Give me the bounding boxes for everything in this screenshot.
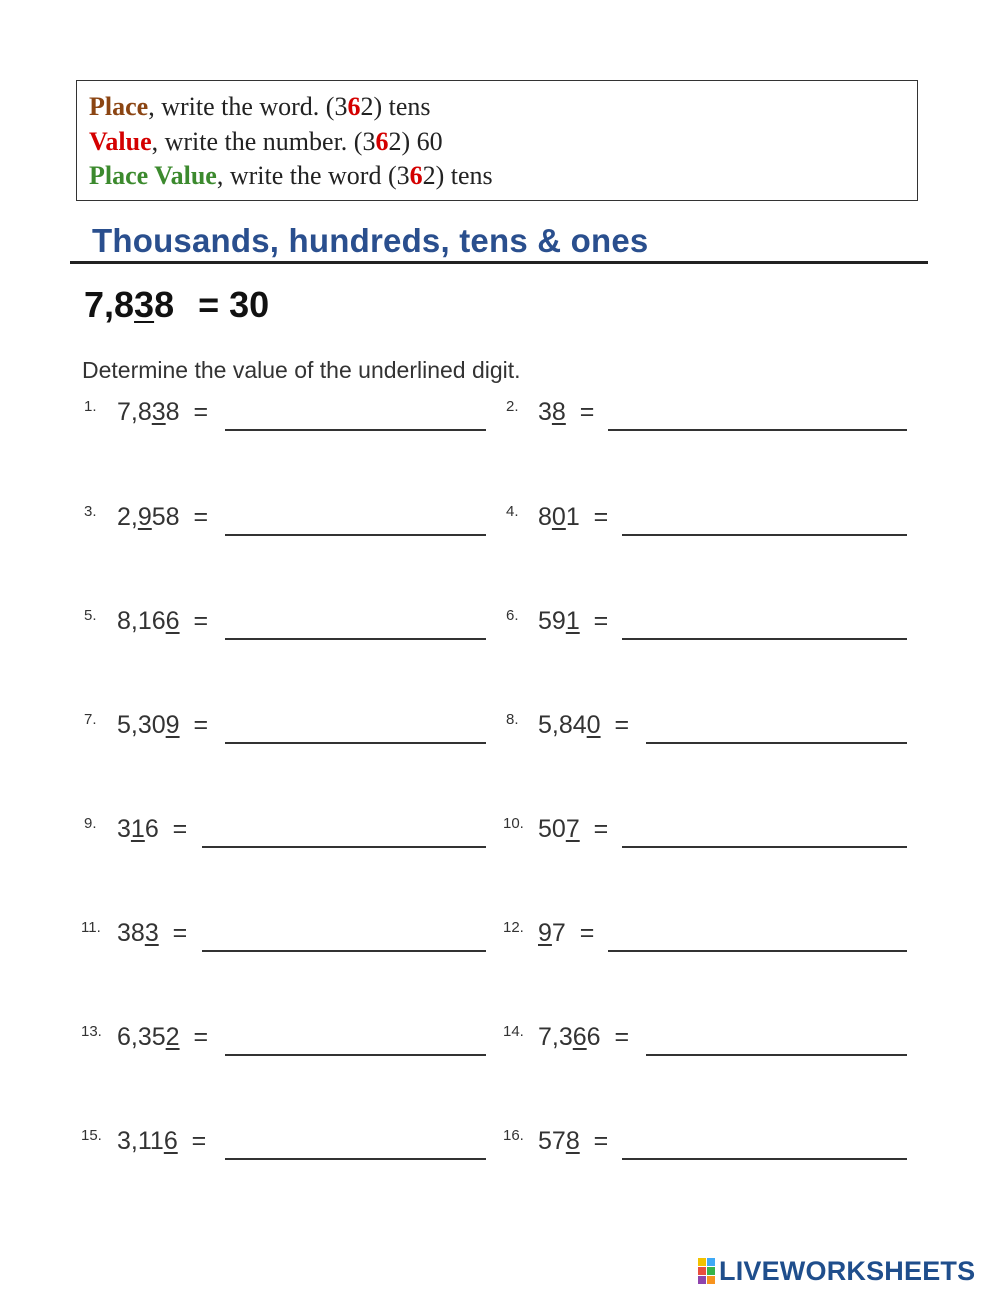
problem-item bbox=[0, 919, 1000, 959]
problem-expression bbox=[538, 398, 594, 427]
number-part: 59 bbox=[538, 607, 566, 635]
underlined-digit: 6 bbox=[165, 607, 180, 635]
answer-blank[interactable] bbox=[622, 534, 907, 536]
number-part: 38 bbox=[117, 919, 145, 947]
problem-number: 4. bbox=[506, 503, 519, 520]
number-part: 7,8 bbox=[117, 398, 152, 426]
problem-number: 8. bbox=[506, 711, 519, 728]
answer-blank[interactable] bbox=[622, 638, 907, 640]
rule-place-value bbox=[89, 159, 905, 194]
section-heading: Thousands, hundreds, tens & ones bbox=[92, 222, 649, 259]
example-underlined-digit: 3 bbox=[134, 284, 155, 325]
problem-expression bbox=[538, 711, 629, 740]
problem-number: 7. bbox=[84, 711, 97, 728]
answer-blank[interactable] bbox=[608, 429, 907, 431]
underlined-digit: 3 bbox=[144, 919, 159, 947]
rule-text: 2) 60 bbox=[388, 126, 443, 156]
liveworksheets-logo-icon bbox=[698, 1258, 715, 1284]
equals-sign: = bbox=[172, 815, 188, 843]
number-part: 2, bbox=[117, 503, 138, 531]
problem-number: 2. bbox=[506, 398, 519, 415]
rule-place bbox=[89, 90, 905, 125]
equals-sign: = bbox=[593, 815, 609, 843]
rule-term: Place bbox=[89, 92, 149, 121]
number-part: 8 bbox=[538, 503, 552, 531]
logo-tile bbox=[698, 1258, 706, 1266]
worked-example bbox=[84, 284, 269, 326]
logo-tile bbox=[698, 1276, 706, 1284]
number-part: 7 bbox=[551, 919, 566, 947]
equals-sign: = bbox=[614, 1023, 630, 1051]
problem-number: 12. bbox=[503, 919, 524, 936]
equals-sign: = bbox=[193, 607, 209, 635]
underlined-digit: 9 bbox=[137, 503, 152, 531]
number-part: 7,3 bbox=[538, 1023, 573, 1051]
rule-value bbox=[89, 125, 905, 160]
underlined-digit: 8 bbox=[565, 1127, 580, 1155]
equals-sign: = bbox=[193, 503, 209, 531]
problem-number: 10. bbox=[503, 815, 524, 832]
problem-item bbox=[0, 503, 1000, 543]
logo-tile bbox=[698, 1267, 706, 1275]
rule-text: , write the number. (3 bbox=[151, 126, 376, 156]
problem-number: 6. bbox=[506, 607, 519, 624]
logo-tile bbox=[707, 1267, 715, 1275]
rule-highlight-digit: 6 bbox=[409, 161, 423, 190]
problem-number: 16. bbox=[503, 1127, 524, 1144]
problem-number: 14. bbox=[503, 1023, 524, 1040]
number-part: 1 bbox=[565, 503, 580, 531]
answer-blank[interactable] bbox=[622, 846, 907, 848]
problem-number: 11. bbox=[81, 919, 101, 936]
example-number-part: 8 bbox=[154, 284, 175, 325]
answer-blank[interactable] bbox=[646, 742, 907, 744]
equals-sign: = bbox=[579, 919, 595, 947]
example-answer: = 30 bbox=[198, 284, 270, 325]
underlined-digit: 9 bbox=[165, 711, 180, 739]
equals-sign: = bbox=[593, 1127, 609, 1155]
problem-number: 3. bbox=[84, 503, 97, 520]
number-part: 6,35 bbox=[117, 1023, 166, 1051]
problem-item bbox=[0, 607, 1000, 647]
number-part: 50 bbox=[538, 815, 566, 843]
rule-text: 2) tens bbox=[360, 92, 431, 121]
problem-item bbox=[0, 1023, 1000, 1063]
equals-sign: = bbox=[193, 711, 209, 739]
number-part: 57 bbox=[538, 1127, 566, 1155]
equals-sign: = bbox=[172, 919, 188, 947]
rule-term: Place Value bbox=[89, 161, 217, 190]
underlined-digit: 3 bbox=[151, 398, 166, 426]
equals-sign: = bbox=[614, 711, 630, 739]
problem-expression bbox=[538, 1127, 608, 1156]
answer-blank[interactable] bbox=[608, 950, 907, 952]
underlined-digit: 7 bbox=[565, 815, 580, 843]
brand-footer bbox=[698, 1256, 975, 1286]
number-part: 3,11 bbox=[117, 1127, 164, 1155]
equals-sign: = bbox=[191, 1127, 207, 1155]
underlined-digit: 8 bbox=[551, 398, 566, 426]
number-part: 5,84 bbox=[538, 711, 587, 739]
equals-sign: = bbox=[579, 398, 595, 426]
equals-sign: = bbox=[193, 1023, 209, 1051]
number-part: 8,16 bbox=[117, 607, 166, 635]
underlined-digit: 0 bbox=[586, 711, 601, 739]
rule-highlight-digit: 6 bbox=[347, 92, 361, 121]
problem-item bbox=[0, 711, 1000, 751]
problem-item bbox=[0, 1127, 1000, 1167]
problem-item bbox=[0, 815, 1000, 855]
equals-sign: = bbox=[593, 503, 609, 531]
problem-number: 15. bbox=[81, 1127, 102, 1144]
equals-sign: = bbox=[193, 398, 209, 426]
underlined-digit: 1 bbox=[130, 815, 145, 843]
problem-expression bbox=[538, 815, 608, 844]
rule-text: 2) tens bbox=[422, 161, 493, 190]
answer-blank[interactable] bbox=[646, 1054, 907, 1056]
brand-name: LIVEWORKSHEETS bbox=[719, 1255, 976, 1286]
problem-number: 5. bbox=[84, 607, 97, 624]
rule-term: Value bbox=[89, 126, 152, 156]
number-part: 58 bbox=[151, 503, 180, 531]
definitions-box bbox=[76, 80, 918, 201]
example-number-part: 7,8 bbox=[84, 284, 135, 325]
underlined-digit: 6 bbox=[163, 1127, 178, 1155]
underlined-digit: 2 bbox=[165, 1023, 180, 1051]
underlined-digit: 6 bbox=[572, 1023, 587, 1051]
number-part: 6 bbox=[144, 815, 159, 843]
number-part: 8 bbox=[165, 398, 180, 426]
rule-text: , write the word. (3 bbox=[148, 92, 348, 121]
heading-divider bbox=[70, 261, 928, 264]
problem-expression bbox=[538, 1023, 629, 1052]
rule-highlight-digit: 6 bbox=[375, 126, 389, 156]
problem-number: 1. bbox=[84, 398, 97, 415]
underlined-digit: 1 bbox=[565, 607, 580, 635]
rule-text: , write the word (3 bbox=[216, 161, 410, 190]
number-part: 6 bbox=[586, 1023, 601, 1051]
underlined-digit: 9 bbox=[538, 919, 552, 947]
logo-tile bbox=[707, 1258, 715, 1266]
equals-sign: = bbox=[593, 607, 609, 635]
number-part: 5,30 bbox=[117, 711, 166, 739]
problem-expression bbox=[538, 503, 608, 532]
instructions: Determine the value of the underlined digit. bbox=[82, 357, 521, 383]
problem-expression bbox=[538, 607, 608, 636]
underlined-digit: 0 bbox=[551, 503, 566, 531]
answer-blank[interactable] bbox=[622, 1158, 907, 1160]
number-part: 3 bbox=[117, 815, 131, 843]
problem-expression bbox=[538, 919, 594, 948]
problem-number: 9. bbox=[84, 815, 97, 832]
problem-number: 13. bbox=[81, 1023, 102, 1040]
logo-tile bbox=[707, 1276, 715, 1284]
problem-item bbox=[0, 398, 1000, 438]
number-part: 3 bbox=[538, 398, 552, 426]
